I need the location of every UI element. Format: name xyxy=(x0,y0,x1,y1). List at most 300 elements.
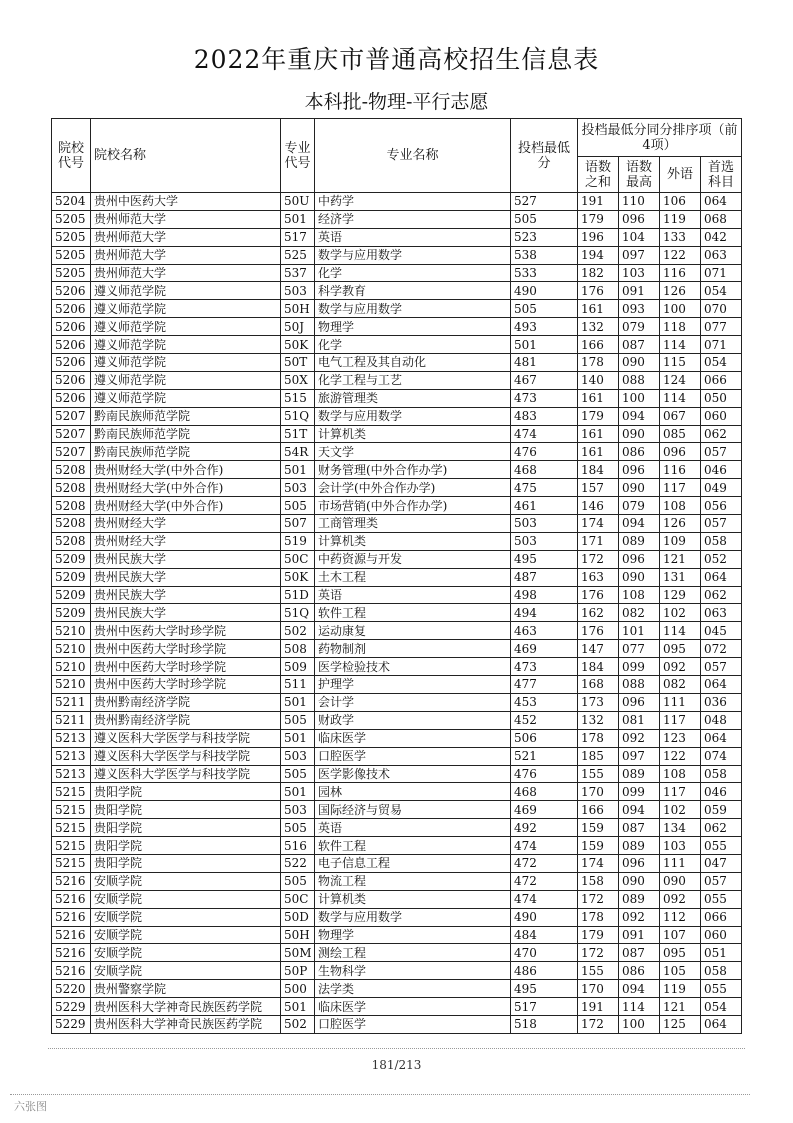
cell-school-name: 贵州师范大学 xyxy=(91,210,281,228)
cell-school-code: 5216 xyxy=(52,908,91,926)
cell-major-name: 电子信息工程 xyxy=(315,854,511,872)
cell-elective-score: 059 xyxy=(701,801,742,819)
cell-school-name: 贵阳学院 xyxy=(91,783,281,801)
cell-school-code: 5205 xyxy=(52,246,91,264)
cell-min-score: 523 xyxy=(511,228,578,246)
cell-min-score: 473 xyxy=(511,389,578,407)
cell-school-name: 贵州中医药大学时珍学院 xyxy=(91,676,281,694)
cell-school-name: 贵州财经大学(中外合作) xyxy=(91,479,281,497)
cell-major-name: 土木工程 xyxy=(315,568,511,586)
cell-foreign-score: 109 xyxy=(660,532,701,550)
cell-major-code: 503 xyxy=(281,479,315,497)
bottom-divider xyxy=(10,1094,750,1095)
cell-min-score: 503 xyxy=(511,515,578,533)
cell-yushu-max: 079 xyxy=(619,497,660,515)
cell-elective-score: 071 xyxy=(701,336,742,354)
cell-min-score: 506 xyxy=(511,729,578,747)
cell-school-code: 5210 xyxy=(52,640,91,658)
table-row xyxy=(52,228,742,246)
cell-yushu-sum: 185 xyxy=(578,747,619,765)
cell-foreign-score: 108 xyxy=(660,497,701,515)
cell-major-name: 会计学(中外合作办学) xyxy=(315,479,511,497)
cell-major-code: 503 xyxy=(281,282,315,300)
cell-school-code: 5206 xyxy=(52,336,91,354)
cell-school-code: 5209 xyxy=(52,550,91,568)
cell-school-name: 安顺学院 xyxy=(91,872,281,890)
cell-yushu-sum: 161 xyxy=(578,443,619,461)
cell-elective-score: 052 xyxy=(701,550,742,568)
cell-min-score: 473 xyxy=(511,658,578,676)
cell-yushu-sum: 170 xyxy=(578,980,619,998)
cell-major-code: 501 xyxy=(281,693,315,711)
cell-min-score: 474 xyxy=(511,890,578,908)
cell-major-name: 运动康复 xyxy=(315,622,511,640)
cell-foreign-score: 117 xyxy=(660,783,701,801)
cell-major-code: 51Q xyxy=(281,604,315,622)
cell-major-code: 50P xyxy=(281,962,315,980)
cell-foreign-score: 092 xyxy=(660,890,701,908)
cell-yushu-sum: 132 xyxy=(578,318,619,336)
cell-min-score: 481 xyxy=(511,354,578,372)
cell-school-code: 5205 xyxy=(52,228,91,246)
cell-elective-score: 064 xyxy=(701,193,742,211)
cell-major-name: 测绘工程 xyxy=(315,944,511,962)
cell-elective-score: 036 xyxy=(701,693,742,711)
header-min-score: 投档最低分 xyxy=(511,119,578,193)
cell-yushu-max: 096 xyxy=(619,461,660,479)
cell-school-code: 5216 xyxy=(52,872,91,890)
cell-min-score: 468 xyxy=(511,461,578,479)
cell-major-code: 511 xyxy=(281,676,315,694)
cell-foreign-score: 116 xyxy=(660,461,701,479)
cell-yushu-max: 092 xyxy=(619,729,660,747)
cell-min-score: 533 xyxy=(511,264,578,282)
cell-yushu-max: 086 xyxy=(619,443,660,461)
cell-major-code: 50C xyxy=(281,550,315,568)
cell-elective-score: 042 xyxy=(701,228,742,246)
cell-school-code: 5207 xyxy=(52,407,91,425)
cell-min-score: 476 xyxy=(511,765,578,783)
cell-school-code: 5206 xyxy=(52,282,91,300)
table-row xyxy=(52,944,742,962)
cell-elective-score: 063 xyxy=(701,604,742,622)
cell-major-code: 503 xyxy=(281,747,315,765)
cell-major-code: 501 xyxy=(281,210,315,228)
cell-min-score: 474 xyxy=(511,425,578,443)
cell-min-score: 538 xyxy=(511,246,578,264)
cell-school-code: 5216 xyxy=(52,944,91,962)
cell-major-name: 市场营销(中外合作办学) xyxy=(315,497,511,515)
cell-school-name: 贵州中医药大学时珍学院 xyxy=(91,622,281,640)
cell-school-name: 黔南民族师范学院 xyxy=(91,407,281,425)
table-row xyxy=(52,282,742,300)
cell-yushu-max: 082 xyxy=(619,604,660,622)
cell-school-code: 5208 xyxy=(52,461,91,479)
cell-foreign-score: 103 xyxy=(660,837,701,855)
cell-yushu-sum: 176 xyxy=(578,586,619,604)
cell-school-code: 5206 xyxy=(52,318,91,336)
table-row xyxy=(52,568,742,586)
cell-yushu-sum: 147 xyxy=(578,640,619,658)
cell-foreign-score: 118 xyxy=(660,318,701,336)
cell-min-score: 495 xyxy=(511,550,578,568)
cell-school-name: 贵阳学院 xyxy=(91,819,281,837)
cell-foreign-score: 117 xyxy=(660,711,701,729)
cell-yushu-sum: 168 xyxy=(578,676,619,694)
cell-major-name: 财务管理(中外合作办学) xyxy=(315,461,511,479)
cell-foreign-score: 121 xyxy=(660,550,701,568)
admission-table xyxy=(51,118,742,1034)
cell-school-name: 贵阳学院 xyxy=(91,837,281,855)
table-row xyxy=(52,837,742,855)
cell-yushu-max: 090 xyxy=(619,568,660,586)
cell-major-name: 财政学 xyxy=(315,711,511,729)
table-row xyxy=(52,872,742,890)
cell-elective-score: 066 xyxy=(701,908,742,926)
cell-major-code: 505 xyxy=(281,872,315,890)
cell-foreign-score: 115 xyxy=(660,354,701,372)
table-row xyxy=(52,479,742,497)
cell-school-name: 贵州财经大学 xyxy=(91,515,281,533)
cell-yushu-max: 114 xyxy=(619,998,660,1016)
cell-elective-score: 054 xyxy=(701,354,742,372)
cell-yushu-sum: 184 xyxy=(578,461,619,479)
cell-major-code: 50X xyxy=(281,371,315,389)
cell-yushu-sum: 174 xyxy=(578,515,619,533)
cell-yushu-sum: 140 xyxy=(578,371,619,389)
cell-school-name: 遵义医科大学医学与科技学院 xyxy=(91,729,281,747)
cell-elective-score: 046 xyxy=(701,783,742,801)
cell-major-code: 509 xyxy=(281,658,315,676)
table-row xyxy=(52,980,742,998)
table-row xyxy=(52,693,742,711)
cell-foreign-score: 121 xyxy=(660,998,701,1016)
cell-major-name: 中药学 xyxy=(315,193,511,211)
cell-yushu-sum: 184 xyxy=(578,658,619,676)
cell-foreign-score: 095 xyxy=(660,640,701,658)
table-row xyxy=(52,497,742,515)
cell-foreign-score: 090 xyxy=(660,872,701,890)
cell-school-code: 5229 xyxy=(52,1015,91,1033)
table-row xyxy=(52,801,742,819)
cell-major-code: 508 xyxy=(281,640,315,658)
cell-yushu-sum: 170 xyxy=(578,783,619,801)
header-tie-group: 投档最低分同分排序项（前4项） xyxy=(578,119,742,157)
cell-elective-score: 055 xyxy=(701,980,742,998)
cell-min-score: 474 xyxy=(511,837,578,855)
cell-school-name: 贵州中医药大学时珍学院 xyxy=(91,658,281,676)
cell-yushu-max: 089 xyxy=(619,837,660,855)
cell-yushu-max: 081 xyxy=(619,711,660,729)
cell-yushu-sum: 182 xyxy=(578,264,619,282)
cell-major-name: 化学 xyxy=(315,264,511,282)
cell-yushu-sum: 179 xyxy=(578,926,619,944)
cell-min-score: 490 xyxy=(511,908,578,926)
cell-yushu-sum: 155 xyxy=(578,962,619,980)
cell-yushu-sum: 178 xyxy=(578,729,619,747)
cell-school-name: 安顺学院 xyxy=(91,890,281,908)
cell-major-code: 502 xyxy=(281,622,315,640)
table-row xyxy=(52,640,742,658)
cell-school-code: 5213 xyxy=(52,729,91,747)
cell-elective-score: 057 xyxy=(701,515,742,533)
cell-yushu-max: 108 xyxy=(619,586,660,604)
cell-yushu-max: 077 xyxy=(619,640,660,658)
cell-elective-score: 074 xyxy=(701,747,742,765)
cell-yushu-sum: 178 xyxy=(578,354,619,372)
table-row xyxy=(52,461,742,479)
cell-major-name: 物理学 xyxy=(315,926,511,944)
cell-major-code: 505 xyxy=(281,819,315,837)
cell-yushu-sum: 174 xyxy=(578,854,619,872)
cell-major-name: 国际经济与贸易 xyxy=(315,801,511,819)
table-body xyxy=(52,193,742,1034)
cell-foreign-score: 125 xyxy=(660,1015,701,1033)
cell-yushu-max: 091 xyxy=(619,926,660,944)
cell-school-name: 贵州财经大学(中外合作) xyxy=(91,461,281,479)
cell-major-name: 临床医学 xyxy=(315,729,511,747)
table-row xyxy=(52,550,742,568)
cell-school-name: 贵州师范大学 xyxy=(91,264,281,282)
cell-yushu-sum: 176 xyxy=(578,622,619,640)
cell-min-score: 467 xyxy=(511,371,578,389)
cell-major-code: 54R xyxy=(281,443,315,461)
cell-school-name: 贵州师范大学 xyxy=(91,228,281,246)
cell-yushu-sum: 176 xyxy=(578,282,619,300)
cell-school-name: 遵义师范学院 xyxy=(91,318,281,336)
cell-major-code: 50H xyxy=(281,300,315,318)
cell-yushu-sum: 159 xyxy=(578,819,619,837)
table-row xyxy=(52,926,742,944)
cell-yushu-sum: 146 xyxy=(578,497,619,515)
table-row xyxy=(52,998,742,1016)
cell-yushu-sum: 172 xyxy=(578,890,619,908)
cell-foreign-score: 092 xyxy=(660,658,701,676)
cell-foreign-score: 129 xyxy=(660,586,701,604)
table-row xyxy=(52,371,742,389)
cell-min-score: 461 xyxy=(511,497,578,515)
cell-min-score: 486 xyxy=(511,962,578,980)
cell-major-name: 口腔医学 xyxy=(315,747,511,765)
cell-major-name: 药物制剂 xyxy=(315,640,511,658)
cell-yushu-max: 087 xyxy=(619,336,660,354)
cell-major-name: 会计学 xyxy=(315,693,511,711)
table-row xyxy=(52,336,742,354)
table-row xyxy=(52,264,742,282)
header-yushu-max: 语数最高 xyxy=(619,157,660,193)
table-row xyxy=(52,532,742,550)
cell-school-name: 贵州医科大学神奇民族医药学院 xyxy=(91,998,281,1016)
cell-major-code: 503 xyxy=(281,801,315,819)
table-row xyxy=(52,783,742,801)
cell-major-name: 计算机类 xyxy=(315,890,511,908)
table-row xyxy=(52,407,742,425)
table-row xyxy=(52,246,742,264)
cell-school-name: 遵义医科大学医学与科技学院 xyxy=(91,747,281,765)
table-row xyxy=(52,908,742,926)
cell-min-score: 501 xyxy=(511,336,578,354)
cell-yushu-max: 096 xyxy=(619,854,660,872)
cell-yushu-sum: 155 xyxy=(578,765,619,783)
cell-major-name: 园林 xyxy=(315,783,511,801)
cell-school-code: 5229 xyxy=(52,998,91,1016)
cell-major-code: 51Q xyxy=(281,407,315,425)
table-row xyxy=(52,586,742,604)
cell-school-code: 5209 xyxy=(52,586,91,604)
cell-foreign-score: 082 xyxy=(660,676,701,694)
table-row xyxy=(52,729,742,747)
cell-elective-score: 064 xyxy=(701,568,742,586)
cell-min-score: 494 xyxy=(511,604,578,622)
cell-foreign-score: 096 xyxy=(660,443,701,461)
cell-foreign-score: 107 xyxy=(660,926,701,944)
cell-yushu-sum: 173 xyxy=(578,693,619,711)
cell-min-score: 484 xyxy=(511,926,578,944)
cell-elective-score: 077 xyxy=(701,318,742,336)
cell-school-name: 遵义师范学院 xyxy=(91,336,281,354)
cell-min-score: 477 xyxy=(511,676,578,694)
cell-yushu-max: 092 xyxy=(619,908,660,926)
cell-yushu-max: 096 xyxy=(619,210,660,228)
footer-divider xyxy=(48,1048,745,1049)
cell-school-code: 5215 xyxy=(52,837,91,855)
cell-major-code: 501 xyxy=(281,461,315,479)
cell-major-code: 516 xyxy=(281,837,315,855)
cell-school-code: 5215 xyxy=(52,819,91,837)
cell-yushu-sum: 158 xyxy=(578,872,619,890)
cell-school-name: 遵义师范学院 xyxy=(91,282,281,300)
header-foreign: 外语 xyxy=(660,157,701,193)
cell-school-name: 遵义师范学院 xyxy=(91,300,281,318)
cell-foreign-score: 105 xyxy=(660,962,701,980)
table-row xyxy=(52,210,742,228)
cell-major-name: 化学工程与工艺 xyxy=(315,371,511,389)
cell-min-score: 505 xyxy=(511,210,578,228)
cell-elective-score: 072 xyxy=(701,640,742,658)
cell-yushu-max: 089 xyxy=(619,765,660,783)
cell-school-name: 遵义师范学院 xyxy=(91,354,281,372)
header-major-code: 专业代号 xyxy=(281,119,315,193)
cell-yushu-sum: 166 xyxy=(578,801,619,819)
cell-major-code: 537 xyxy=(281,264,315,282)
cell-school-code: 5220 xyxy=(52,980,91,998)
cell-yushu-sum: 157 xyxy=(578,479,619,497)
cell-school-code: 5216 xyxy=(52,962,91,980)
cell-min-score: 487 xyxy=(511,568,578,586)
cell-foreign-score: 112 xyxy=(660,908,701,926)
cell-yushu-max: 100 xyxy=(619,389,660,407)
table-row xyxy=(52,318,742,336)
cell-yushu-max: 088 xyxy=(619,371,660,389)
cell-foreign-score: 131 xyxy=(660,568,701,586)
cell-major-code: 50U xyxy=(281,193,315,211)
cell-yushu-max: 101 xyxy=(619,622,660,640)
cell-school-code: 5206 xyxy=(52,300,91,318)
cell-elective-score: 064 xyxy=(701,729,742,747)
cell-yushu-max: 097 xyxy=(619,747,660,765)
cell-yushu-max: 090 xyxy=(619,354,660,372)
cell-min-score: 463 xyxy=(511,622,578,640)
cell-foreign-score: 126 xyxy=(660,515,701,533)
cell-min-score: 521 xyxy=(511,747,578,765)
cell-school-code: 5216 xyxy=(52,926,91,944)
cell-major-name: 工商管理类 xyxy=(315,515,511,533)
header-school-code: 院校代号 xyxy=(52,119,91,193)
cell-major-code: 50C xyxy=(281,890,315,908)
cell-elective-score: 054 xyxy=(701,998,742,1016)
cell-yushu-max: 086 xyxy=(619,962,660,980)
cell-major-name: 化学 xyxy=(315,336,511,354)
cell-foreign-score: 114 xyxy=(660,622,701,640)
cell-min-score: 517 xyxy=(511,998,578,1016)
cell-min-score: 470 xyxy=(511,944,578,962)
cell-major-code: 505 xyxy=(281,497,315,515)
cell-major-name: 英语 xyxy=(315,228,511,246)
cell-yushu-max: 090 xyxy=(619,425,660,443)
cell-major-name: 旅游管理类 xyxy=(315,389,511,407)
cell-yushu-max: 094 xyxy=(619,515,660,533)
cell-school-code: 5209 xyxy=(52,604,91,622)
cell-school-name: 安顺学院 xyxy=(91,944,281,962)
cell-foreign-score: 108 xyxy=(660,765,701,783)
cell-elective-score: 071 xyxy=(701,264,742,282)
table-row xyxy=(52,389,742,407)
cell-min-score: 453 xyxy=(511,693,578,711)
cell-yushu-max: 099 xyxy=(619,658,660,676)
cell-major-name: 临床医学 xyxy=(315,998,511,1016)
cell-school-name: 安顺学院 xyxy=(91,908,281,926)
cell-major-name: 医学检验技术 xyxy=(315,658,511,676)
cell-yushu-sum: 179 xyxy=(578,210,619,228)
cell-elective-score: 064 xyxy=(701,676,742,694)
cell-foreign-score: 122 xyxy=(660,246,701,264)
cell-school-name: 贵州财经大学 xyxy=(91,532,281,550)
cell-foreign-score: 095 xyxy=(660,944,701,962)
table-row xyxy=(52,604,742,622)
cell-school-code: 5215 xyxy=(52,783,91,801)
watermark-logo: 六张图 xyxy=(14,1100,47,1113)
cell-school-code: 5205 xyxy=(52,264,91,282)
cell-yushu-sum: 161 xyxy=(578,389,619,407)
cell-school-name: 贵州医科大学神奇民族医药学院 xyxy=(91,1015,281,1033)
cell-foreign-score: 111 xyxy=(660,854,701,872)
cell-foreign-score: 124 xyxy=(660,371,701,389)
cell-foreign-score: 111 xyxy=(660,693,701,711)
cell-major-name: 医学影像技术 xyxy=(315,765,511,783)
cell-min-score: 472 xyxy=(511,854,578,872)
cell-foreign-score: 085 xyxy=(660,425,701,443)
cell-major-code: 525 xyxy=(281,246,315,264)
header-major-name: 专业名称 xyxy=(315,119,511,193)
cell-yushu-max: 091 xyxy=(619,282,660,300)
cell-yushu-sum: 172 xyxy=(578,944,619,962)
cell-major-code: 507 xyxy=(281,515,315,533)
cell-major-name: 经济学 xyxy=(315,210,511,228)
page-number: 181/213 xyxy=(371,1058,422,1072)
cell-school-code: 5213 xyxy=(52,747,91,765)
cell-elective-score: 058 xyxy=(701,765,742,783)
cell-elective-score: 056 xyxy=(701,497,742,515)
page-subtitle: 本科批-物理-平行志愿 xyxy=(304,91,489,113)
cell-elective-score: 051 xyxy=(701,944,742,962)
cell-major-name: 生物科学 xyxy=(315,962,511,980)
cell-school-name: 贵州民族大学 xyxy=(91,586,281,604)
cell-elective-score: 060 xyxy=(701,926,742,944)
page-title: 2022年重庆市普通高校招生信息表 xyxy=(193,45,600,74)
cell-major-code: 51T xyxy=(281,425,315,443)
cell-yushu-sum: 191 xyxy=(578,193,619,211)
cell-min-score: 475 xyxy=(511,479,578,497)
